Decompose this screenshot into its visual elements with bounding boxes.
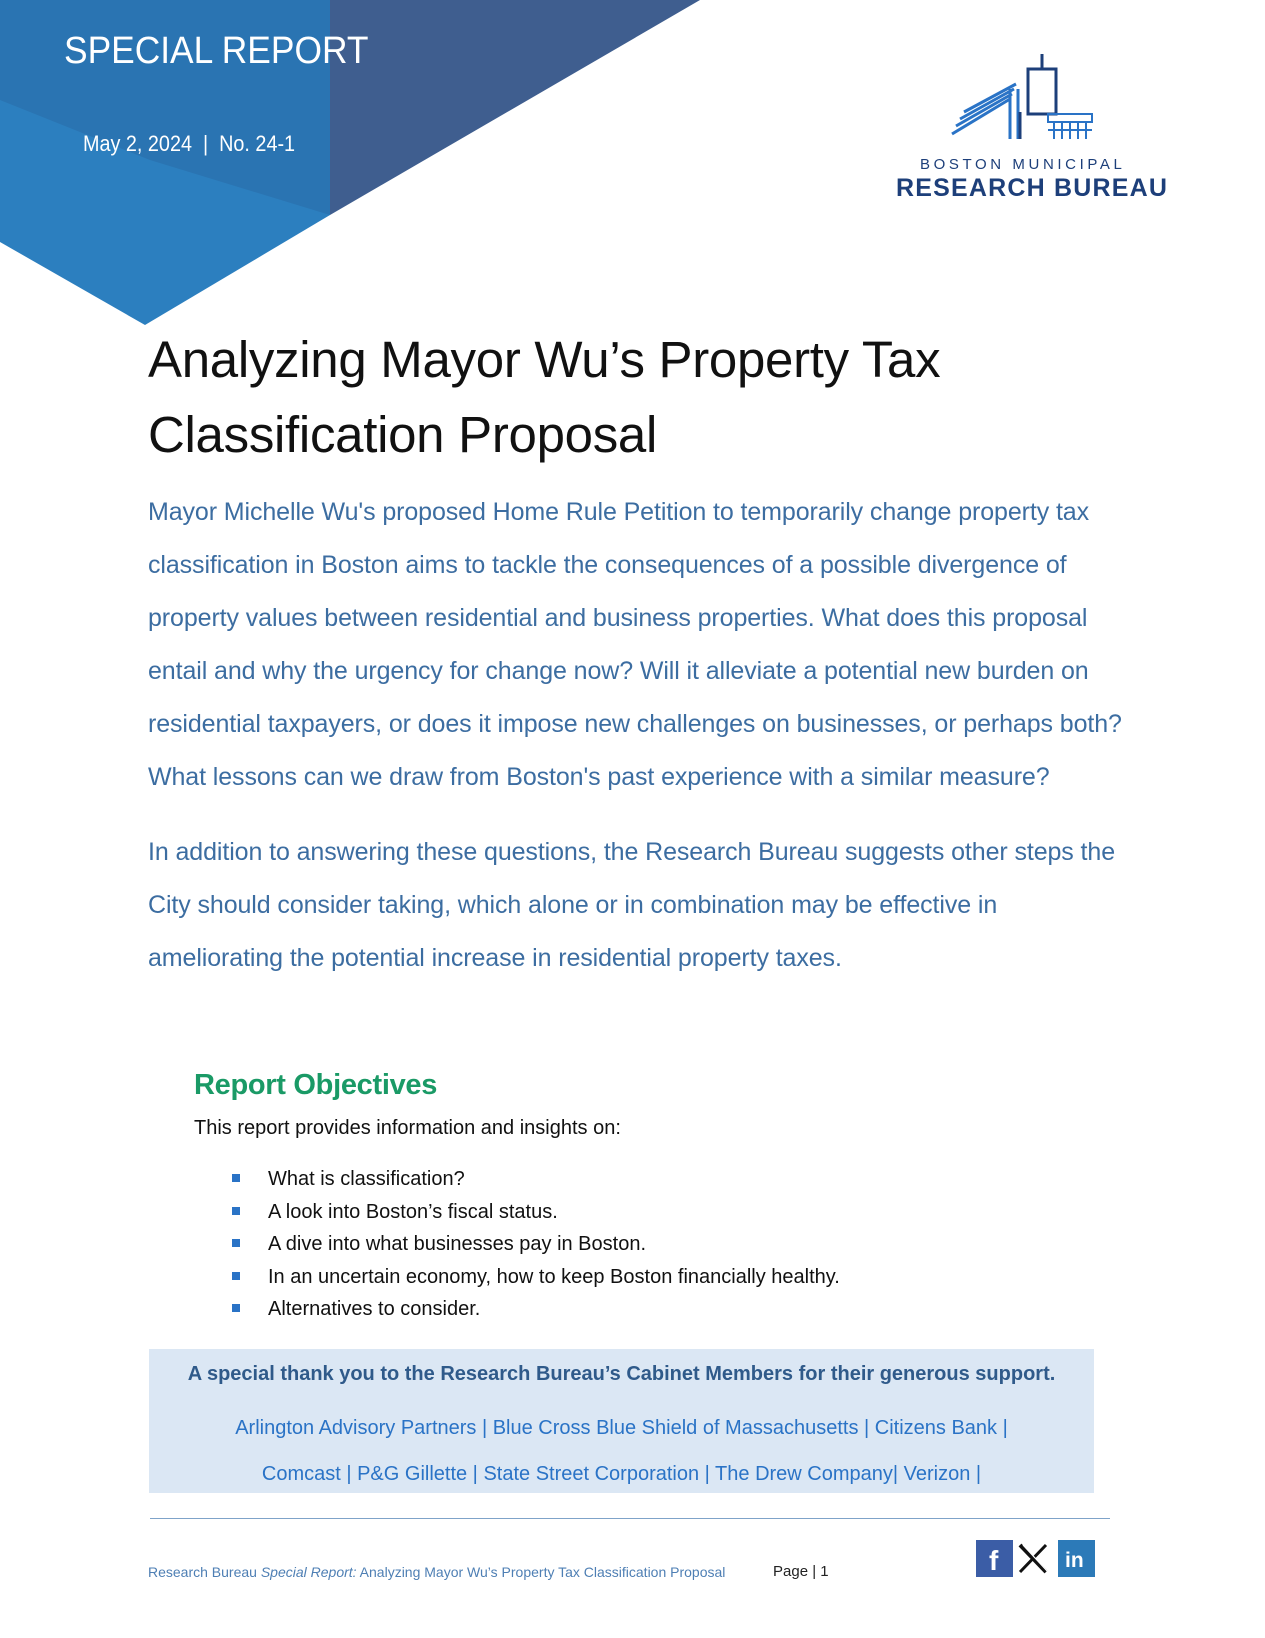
objectives-lead: This report provides information and insights on: bbox=[194, 1117, 621, 1139]
list-item bbox=[232, 1228, 840, 1261]
list-item-text: Alternatives to consider. bbox=[268, 1298, 481, 1320]
svg-text:in: in bbox=[1065, 1549, 1084, 1572]
page-number: Page | 1 bbox=[773, 1563, 829, 1580]
list-item-text: What is classification? bbox=[268, 1168, 465, 1190]
intro-paragraph-1: Mayor Michelle Wu's proposed Home Rule Petition to temporarily change property tax classification in Boston aims to tackle the consequences of a possible divergence of property values between residential and business properties. What does this proposal entail and why the urgency for change now? Will it alleviate a potential new burden on residential taxpayers, or does it impose new challenges on businesses, or perhaps both? What lessons can we draw from Boston's past experience with a similar measure? bbox=[148, 498, 1122, 791]
thanks-heading: A special thank you to the Research Bureau’s Cabinet Members for their generous support. bbox=[187, 1363, 1056, 1385]
objectives-heading: Report Objectives bbox=[194, 1069, 438, 1101]
square-bullet-icon bbox=[232, 1207, 240, 1215]
x-twitter-icon[interactable] bbox=[1015, 1540, 1052, 1577]
footer-citation bbox=[148, 1564, 725, 1580]
list-item-text: A dive into what businesses pay in Boston. bbox=[268, 1233, 647, 1255]
footer-italic: Special Report: bbox=[260, 1564, 357, 1580]
report-date-issue: May 2, 2024 | No. 24-1 bbox=[83, 131, 296, 156]
building-bridge-icon bbox=[950, 44, 1150, 154]
list-item bbox=[232, 1196, 840, 1229]
intro-paragraph-2: In addition to answering these questions, the Research Bureau suggests other steps the City should consider taking, which alone or in combination may be effective in ameliorating the potential increase in residential property taxes. bbox=[148, 838, 1116, 972]
objectives-list bbox=[232, 1163, 840, 1326]
intro-section bbox=[148, 486, 1133, 1007]
sponsor-line-1: Arlington Advisory Partners | Blue Cross Blue Shield of Massachusetts | Citizens Bank | bbox=[235, 1417, 1008, 1439]
facebook-icon[interactable] bbox=[976, 1540, 1013, 1577]
square-bullet-icon bbox=[232, 1239, 240, 1247]
sponsor-list bbox=[149, 1405, 1094, 1497]
title-line2: Classification Proposal bbox=[148, 406, 658, 463]
list-item-text: A look into Boston’s fiscal status. bbox=[268, 1200, 558, 1223]
svg-text:f: f bbox=[989, 1545, 999, 1576]
research-bureau-logo bbox=[890, 44, 1180, 214]
list-item-text: In an uncertain economy, how to keep Boston financially healthy. bbox=[268, 1265, 840, 1288]
list-item bbox=[232, 1293, 840, 1326]
logo-line1: BOSTON MUNICIPAL bbox=[920, 156, 1126, 173]
page-title bbox=[148, 322, 1148, 472]
footer-divider bbox=[150, 1518, 1110, 1519]
square-bullet-icon bbox=[232, 1174, 240, 1182]
logo-line2: RESEARCH BUREAU bbox=[896, 174, 1169, 202]
footer-prefix: Research Bureau bbox=[148, 1564, 261, 1580]
list-item bbox=[232, 1163, 840, 1196]
linkedin-icon[interactable] bbox=[1058, 1540, 1095, 1577]
footer-suffix: Analyzing Mayor Wu’s Property Tax Classification Proposal bbox=[356, 1564, 726, 1580]
sponsor-thanks-box bbox=[149, 1349, 1094, 1493]
square-bullet-icon bbox=[232, 1304, 240, 1312]
title-line1: Analyzing Mayor Wu’s Property Tax bbox=[148, 331, 941, 388]
list-item bbox=[232, 1261, 840, 1294]
square-bullet-icon bbox=[232, 1272, 240, 1280]
sponsor-line-2: Comcast | P&G Gillette | State Street Corporation | The Drew Company| Verizon | bbox=[261, 1463, 982, 1485]
report-type-label: SPECIAL REPORT bbox=[64, 30, 369, 72]
